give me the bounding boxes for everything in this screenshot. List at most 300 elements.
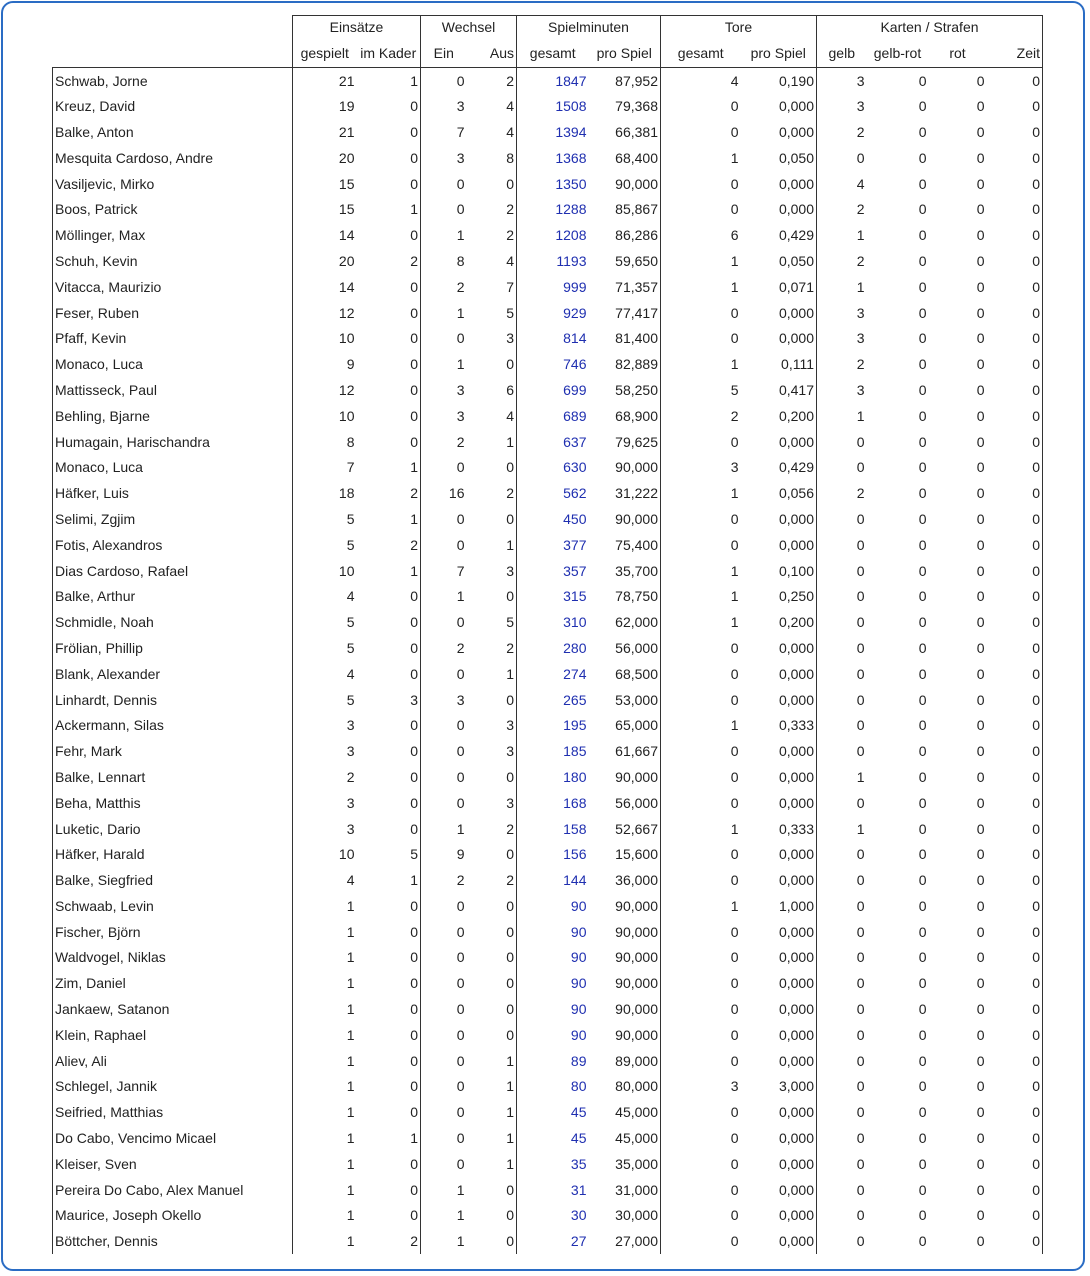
cell-tore-gesamt: 1 (730, 149, 739, 166)
cell-gelb: 3 (856, 330, 865, 347)
cell-gespielt: 1 (293, 1228, 357, 1254)
cell-rot: 0 (976, 717, 985, 734)
cell-player-name: Böttcher, Dennis (53, 1228, 293, 1254)
cell-zeit: 0 (987, 403, 1043, 429)
cell-tore-gesamt: 0 (730, 872, 739, 889)
cell-ein: 1 (456, 1233, 465, 1250)
cell-im-kader: 0 (357, 171, 421, 197)
cell-minuten-gesamt: 156 (563, 846, 587, 863)
cell-gelb: 3 (856, 304, 865, 321)
cell-minuten-pro-spiel: 89,000 (589, 1048, 661, 1074)
cell-player-name: Ackermann, Silas (53, 712, 293, 738)
cell-aus: 2 (467, 816, 517, 842)
cell-player-name: Seifried, Matthias (53, 1099, 293, 1125)
cell-minuten-gesamt: 35 (570, 1155, 587, 1172)
cell-im-kader: 2 (357, 248, 421, 274)
cell-zeit: 0 (987, 764, 1043, 790)
cell-minuten-gesamt: 357 (563, 562, 587, 579)
cell-minuten-pro-spiel: 52,667 (589, 816, 661, 842)
cell-ein: 0 (456, 743, 465, 760)
cell-minuten-pro-spiel: 36,000 (589, 867, 661, 893)
cell-gelb: 0 (856, 872, 865, 889)
cell-gespielt: 5 (293, 687, 357, 713)
cell-gelb: 0 (856, 459, 865, 476)
table-row (53, 1177, 1043, 1203)
cell-tore-gesamt: 1 (730, 278, 739, 295)
cell-ein: 0 (456, 201, 465, 218)
cell-minuten-gesamt: 27 (570, 1233, 587, 1250)
cell-ein: 2 (456, 639, 465, 656)
cell-ein: 3 (456, 149, 465, 166)
cell-gelb: 3 (856, 98, 865, 115)
cell-aus: 0 (467, 996, 517, 1022)
cell-ein: 3 (456, 691, 465, 708)
cell-im-kader: 5 (357, 841, 421, 867)
cell-zeit: 0 (987, 480, 1043, 506)
cell-minuten-gesamt: 315 (563, 588, 587, 605)
cell-gelb-rot: 0 (918, 123, 927, 140)
cell-ein: 0 (456, 330, 465, 347)
cell-tore-gesamt: 0 (730, 201, 739, 218)
cell-player-name: Balke, Anton (53, 119, 293, 145)
cell-gelb: 0 (856, 1078, 865, 1095)
cell-gespielt: 10 (293, 841, 357, 867)
cell-im-kader: 0 (357, 661, 421, 687)
cell-rot: 0 (976, 1078, 985, 1095)
cell-rot: 0 (976, 330, 985, 347)
cell-gelb-rot: 0 (918, 1104, 927, 1121)
cell-gespielt: 10 (293, 558, 357, 584)
cell-gespielt: 20 (293, 145, 357, 171)
cell-tore-gesamt: 0 (730, 330, 739, 347)
cell-aus: 1 (467, 661, 517, 687)
cell-minuten-pro-spiel: 90,000 (589, 1022, 661, 1048)
cell-minuten-pro-spiel: 53,000 (589, 687, 661, 713)
cell-gelb: 2 (856, 123, 865, 140)
cell-aus: 4 (467, 93, 517, 119)
table-row (53, 1125, 1043, 1151)
cell-gelb-rot: 0 (918, 72, 927, 89)
cell-gespielt: 5 (293, 506, 357, 532)
cell-tore-pro-spiel: 0,000 (741, 1022, 817, 1048)
cell-ein: 2 (456, 872, 465, 889)
cell-minuten-pro-spiel: 56,000 (589, 635, 661, 661)
cell-tore-gesamt: 0 (730, 1155, 739, 1172)
table-row (53, 661, 1043, 687)
cell-gelb: 0 (856, 1001, 865, 1018)
cell-gespielt: 9 (293, 351, 357, 377)
cell-gespielt: 1 (293, 970, 357, 996)
cell-player-name: Pfaff, Kevin (53, 325, 293, 351)
cell-minuten-gesamt: 630 (563, 459, 587, 476)
cell-gelb-rot: 0 (918, 717, 927, 734)
cell-ein: 0 (456, 665, 465, 682)
cell-aus: 3 (467, 325, 517, 351)
cell-im-kader: 1 (357, 68, 421, 94)
cell-ein: 1 (456, 1207, 465, 1224)
cell-gespielt: 1 (293, 893, 357, 919)
table-row (53, 867, 1043, 893)
cell-gespielt: 1 (293, 945, 357, 971)
cell-tore-gesamt: 0 (730, 1104, 739, 1121)
cell-zeit: 0 (987, 1177, 1043, 1203)
cell-zeit: 0 (987, 1125, 1043, 1151)
cell-aus: 0 (467, 841, 517, 867)
cell-minuten-pro-spiel: 85,867 (589, 196, 661, 222)
table-row (53, 996, 1043, 1022)
cell-rot: 0 (976, 872, 985, 889)
cell-player-name: Vasiljevic, Mirko (53, 171, 293, 197)
cell-minuten-gesamt: 689 (563, 407, 587, 424)
cell-tore-gesamt: 6 (730, 227, 739, 244)
cell-minuten-pro-spiel: 82,889 (589, 351, 661, 377)
cell-aus: 0 (467, 1228, 517, 1254)
cell-rot: 0 (976, 1130, 985, 1147)
cell-minuten-pro-spiel: 90,000 (589, 970, 661, 996)
col-gelb-rot: gelb-rot (867, 38, 929, 68)
cell-tore-pro-spiel: 0,000 (741, 1099, 817, 1125)
cell-aus: 6 (467, 377, 517, 403)
cell-aus: 1 (467, 1048, 517, 1074)
cell-tore-pro-spiel: 0,000 (741, 119, 817, 145)
cell-ein: 0 (456, 1104, 465, 1121)
cell-player-name: Klein, Raphael (53, 1022, 293, 1048)
cell-player-name: Humagain, Harischandra (53, 429, 293, 455)
cell-tore-pro-spiel: 0,000 (741, 429, 817, 455)
cell-aus: 1 (467, 1074, 517, 1100)
cell-gespielt: 1 (293, 1074, 357, 1100)
cell-tore-pro-spiel: 0,000 (741, 196, 817, 222)
cell-ein: 0 (456, 1026, 465, 1043)
cell-rot: 0 (976, 1001, 985, 1018)
cell-tore-gesamt: 3 (730, 1078, 739, 1095)
cell-player-name: Schwaab, Levin (53, 893, 293, 919)
cell-tore-gesamt: 0 (730, 1026, 739, 1043)
cell-im-kader: 0 (357, 738, 421, 764)
cell-tore-gesamt: 0 (730, 923, 739, 940)
cell-tore-pro-spiel: 0,000 (741, 635, 817, 661)
cell-gelb: 0 (856, 743, 865, 760)
header-group-row (53, 16, 1043, 39)
table-row (53, 945, 1043, 971)
cell-minuten-gesamt: 144 (563, 872, 587, 889)
cell-zeit: 0 (987, 893, 1043, 919)
cell-im-kader: 0 (357, 93, 421, 119)
cell-minuten-gesamt: 195 (563, 717, 587, 734)
cell-minuten-pro-spiel: 66,381 (589, 119, 661, 145)
cell-aus: 2 (467, 867, 517, 893)
cell-ein: 9 (456, 846, 465, 863)
cell-minuten-gesamt: 90 (570, 1026, 587, 1043)
cell-ein: 7 (456, 123, 465, 140)
cell-tore-pro-spiel: 0,417 (741, 377, 817, 403)
cell-zeit: 0 (987, 196, 1043, 222)
cell-aus: 0 (467, 687, 517, 713)
cell-minuten-gesamt: 180 (563, 768, 587, 785)
cell-tore-pro-spiel: 0,071 (741, 274, 817, 300)
cell-ein: 0 (456, 1078, 465, 1095)
cell-player-name: Monaco, Luca (53, 351, 293, 377)
cell-tore-pro-spiel: 0,429 (741, 454, 817, 480)
cell-ein: 0 (456, 72, 465, 89)
group-spielminuten: Spielminuten (517, 16, 661, 39)
cell-tore-gesamt: 2 (730, 407, 739, 424)
cell-zeit: 0 (987, 712, 1043, 738)
cell-minuten-gesamt: 814 (563, 330, 587, 347)
cell-player-name: Fotis, Alexandros (53, 532, 293, 558)
cell-gelb-rot: 0 (918, 975, 927, 992)
cell-ein: 3 (456, 98, 465, 115)
cell-im-kader: 1 (357, 196, 421, 222)
cell-gelb-rot: 0 (918, 536, 927, 553)
cell-gespielt: 1 (293, 1099, 357, 1125)
cell-minuten-pro-spiel: 35,700 (589, 558, 661, 584)
cell-tore-gesamt: 0 (730, 1233, 739, 1250)
cell-gelb-rot: 0 (918, 1026, 927, 1043)
cell-gelb-rot: 0 (918, 1207, 927, 1224)
cell-ein: 0 (456, 175, 465, 192)
cell-tore-gesamt: 0 (730, 768, 739, 785)
cell-rot: 0 (976, 820, 985, 837)
cell-minuten-pro-spiel: 79,625 (589, 429, 661, 455)
cell-tore-gesamt: 1 (730, 356, 739, 373)
cell-ein: 0 (456, 897, 465, 914)
cell-gelb-rot: 0 (918, 1001, 927, 1018)
col-tore-pro-spiel: pro Spiel (741, 38, 817, 68)
cell-im-kader: 0 (357, 222, 421, 248)
cell-gelb-rot: 0 (918, 381, 927, 398)
cell-im-kader: 0 (357, 300, 421, 326)
col-gespielt: gespielt (293, 38, 357, 68)
table-row (53, 609, 1043, 635)
table-row (53, 919, 1043, 945)
cell-im-kader: 0 (357, 764, 421, 790)
cell-minuten-pro-spiel: 78,750 (589, 583, 661, 609)
cell-gespielt: 12 (293, 377, 357, 403)
cell-aus: 0 (467, 171, 517, 197)
header-column-row (53, 38, 1043, 68)
cell-rot: 0 (976, 72, 985, 89)
cell-gelb-rot: 0 (918, 846, 927, 863)
cell-zeit: 0 (987, 248, 1043, 274)
cell-im-kader: 0 (357, 790, 421, 816)
cell-minuten-pro-spiel: 75,400 (589, 532, 661, 558)
cell-gespielt: 1 (293, 1022, 357, 1048)
cell-gelb: 0 (856, 588, 865, 605)
cell-zeit: 0 (987, 738, 1043, 764)
table-row (53, 583, 1043, 609)
cell-aus: 0 (467, 919, 517, 945)
cell-player-name: Schmidle, Noah (53, 609, 293, 635)
cell-aus: 0 (467, 1022, 517, 1048)
cell-gelb: 1 (856, 820, 865, 837)
cell-zeit: 0 (987, 583, 1043, 609)
cell-gespielt: 14 (293, 222, 357, 248)
cell-gelb: 1 (856, 768, 865, 785)
cell-minuten-pro-spiel: 31,222 (589, 480, 661, 506)
cell-rot: 0 (976, 407, 985, 424)
cell-minuten-pro-spiel: 56,000 (589, 790, 661, 816)
cell-gelb-rot: 0 (918, 665, 927, 682)
cell-zeit: 0 (987, 1022, 1043, 1048)
cell-aus: 0 (467, 945, 517, 971)
cell-player-name: Mesquita Cardoso, Andre (53, 145, 293, 171)
cell-zeit: 0 (987, 119, 1043, 145)
cell-gespielt: 3 (293, 712, 357, 738)
cell-gespielt: 5 (293, 532, 357, 558)
cell-zeit: 0 (987, 1099, 1043, 1125)
cell-aus: 7 (467, 274, 517, 300)
cell-zeit: 0 (987, 867, 1043, 893)
cell-minuten-gesamt: 265 (563, 691, 587, 708)
cell-gelb-rot: 0 (918, 588, 927, 605)
cell-tore-gesamt: 1 (730, 897, 739, 914)
cell-player-name: Fehr, Mark (53, 738, 293, 764)
cell-zeit: 0 (987, 609, 1043, 635)
cell-minuten-pro-spiel: 62,000 (589, 609, 661, 635)
cell-tore-gesamt: 0 (730, 98, 739, 115)
table-row (53, 377, 1043, 403)
cell-zeit: 0 (987, 171, 1043, 197)
group-tore: Tore (661, 16, 817, 39)
cell-gelb: 0 (856, 717, 865, 734)
cell-player-name: Balke, Siegfried (53, 867, 293, 893)
cell-rot: 0 (976, 381, 985, 398)
cell-player-name: Linhardt, Dennis (53, 687, 293, 713)
table-row (53, 248, 1043, 274)
cell-tore-pro-spiel: 0,429 (741, 222, 817, 248)
cell-gelb-rot: 0 (918, 1078, 927, 1095)
cell-aus: 1 (467, 429, 517, 455)
cell-aus: 1 (467, 1125, 517, 1151)
cell-gespielt: 3 (293, 816, 357, 842)
cell-rot: 0 (976, 588, 985, 605)
cell-aus: 5 (467, 609, 517, 635)
cell-player-name: Möllinger, Max (53, 222, 293, 248)
cell-tore-pro-spiel: 0,000 (741, 738, 817, 764)
cell-gelb: 0 (856, 691, 865, 708)
cell-player-name: Pereira Do Cabo, Alex Manuel (53, 1177, 293, 1203)
cell-player-name: Frölian, Phillip (53, 635, 293, 661)
cell-gespielt: 15 (293, 171, 357, 197)
cell-minuten-gesamt: 746 (563, 356, 587, 373)
cell-minuten-gesamt: 30 (570, 1207, 587, 1224)
cell-gespielt: 1 (293, 919, 357, 945)
cell-ein: 8 (456, 252, 465, 269)
cell-gelb-rot: 0 (918, 485, 927, 502)
cell-tore-gesamt: 0 (730, 743, 739, 760)
cell-zeit: 0 (987, 454, 1043, 480)
cell-aus: 1 (467, 1151, 517, 1177)
cell-ein: 0 (456, 949, 465, 966)
cell-im-kader: 0 (357, 970, 421, 996)
cell-player-name: Feser, Ruben (53, 300, 293, 326)
cell-aus: 0 (467, 893, 517, 919)
cell-ein: 0 (456, 614, 465, 631)
cell-zeit: 0 (987, 945, 1043, 971)
player-stats-table (52, 15, 1043, 1254)
cell-gespielt: 1 (293, 1151, 357, 1177)
cell-gelb-rot: 0 (918, 510, 927, 527)
cell-ein: 0 (456, 510, 465, 527)
cell-rot: 0 (976, 485, 985, 502)
table-row (53, 1203, 1043, 1229)
cell-zeit: 0 (987, 996, 1043, 1022)
cell-tore-pro-spiel: 0,000 (741, 1151, 817, 1177)
cell-tore-gesamt: 0 (730, 1130, 739, 1147)
cell-gelb-rot: 0 (918, 356, 927, 373)
cell-tore-gesamt: 1 (730, 588, 739, 605)
cell-gelb-rot: 0 (918, 691, 927, 708)
cell-gelb: 3 (856, 381, 865, 398)
cell-minuten-pro-spiel: 27,000 (589, 1228, 661, 1254)
cell-gespielt: 15 (293, 196, 357, 222)
cell-gespielt: 1 (293, 1203, 357, 1229)
cell-aus: 0 (467, 506, 517, 532)
cell-tore-pro-spiel: 0,250 (741, 583, 817, 609)
cell-rot: 0 (976, 252, 985, 269)
col-tore-gesamt: gesamt (661, 38, 741, 68)
cell-gelb: 0 (856, 1052, 865, 1069)
cell-zeit: 0 (987, 429, 1043, 455)
name-header-spacer-2 (53, 38, 293, 68)
cell-gelb: 1 (856, 407, 865, 424)
cell-aus: 3 (467, 738, 517, 764)
table-row (53, 738, 1043, 764)
cell-minuten-gesamt: 1394 (555, 123, 587, 140)
cell-ein: 0 (456, 1052, 465, 1069)
table-row (53, 351, 1043, 377)
cell-minuten-pro-spiel: 90,000 (589, 945, 661, 971)
cell-tore-pro-spiel: 0,333 (741, 816, 817, 842)
cell-zeit: 0 (987, 325, 1043, 351)
table-row (53, 93, 1043, 119)
cell-minuten-pro-spiel: 45,000 (589, 1125, 661, 1151)
cell-minuten-gesamt: 45 (570, 1130, 587, 1147)
cell-im-kader: 1 (357, 506, 421, 532)
cell-gelb-rot: 0 (918, 252, 927, 269)
cell-aus: 1 (467, 1099, 517, 1125)
cell-im-kader: 0 (357, 429, 421, 455)
cell-tore-pro-spiel: 0,000 (741, 1203, 817, 1229)
cell-zeit: 0 (987, 1228, 1043, 1254)
cell-ein: 1 (456, 820, 465, 837)
cell-gelb-rot: 0 (918, 743, 927, 760)
cell-gelb-rot: 0 (918, 639, 927, 656)
cell-gespielt: 10 (293, 403, 357, 429)
cell-minuten-pro-spiel: 68,400 (589, 145, 661, 171)
cell-minuten-gesamt: 1350 (555, 175, 587, 192)
cell-aus: 2 (467, 635, 517, 661)
cell-im-kader: 0 (357, 325, 421, 351)
cell-gelb: 0 (856, 1155, 865, 1172)
table-row (53, 1228, 1043, 1254)
cell-player-name: Waldvogel, Niklas (53, 945, 293, 971)
cell-rot: 0 (976, 897, 985, 914)
cell-tore-gesamt: 3 (730, 459, 739, 476)
cell-player-name: Selimi, Zgjim (53, 506, 293, 532)
cell-gelb-rot: 0 (918, 949, 927, 966)
cell-rot: 0 (976, 433, 985, 450)
cell-gelb: 0 (856, 149, 865, 166)
cell-minuten-pro-spiel: 81,400 (589, 325, 661, 351)
cell-tore-pro-spiel: 0,000 (741, 996, 817, 1022)
cell-tore-pro-spiel: 0,000 (741, 867, 817, 893)
cell-im-kader: 0 (357, 1099, 421, 1125)
table-row (53, 687, 1043, 713)
cell-zeit: 0 (987, 1074, 1043, 1100)
cell-gelb-rot: 0 (918, 1052, 927, 1069)
